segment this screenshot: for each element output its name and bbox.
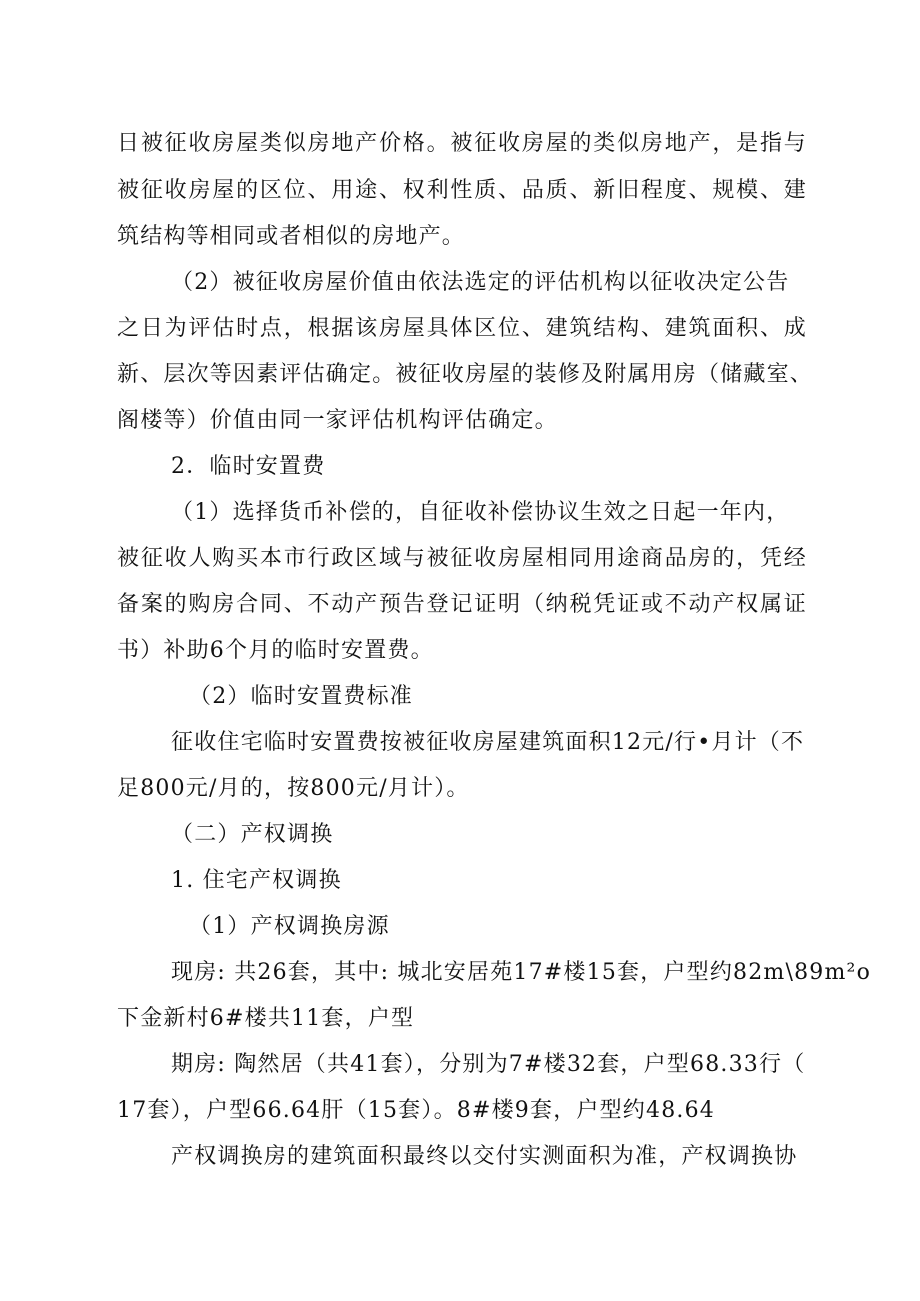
body-text-line: 现房: 共26套，其中: 城北安居苑17#楼15套，户型约82m\89m²o	[171, 960, 872, 985]
body-text-line: 书）补助6个月的临时安置费。	[117, 638, 434, 663]
body-text-line: 之日为评估时点，根据该房屋具体区位、建筑结构、建筑面积、成	[117, 316, 807, 341]
body-text-line: 新、层次等因素评估确定。被征收房屋的装修及附属用房（储藏室、	[117, 362, 814, 387]
body-text-line: 筑结构等相同或者相似的房地产。	[117, 224, 466, 249]
body-text-line: 征收住宅临时安置费按被征收房屋建筑面积12元/行•月计（不	[171, 730, 805, 755]
body-text-line: 被征收人购买本市行政区域与被征收房屋相同用途商品房的，凭经	[117, 546, 807, 571]
body-text-line: 阁楼等）价值由同一家评估机构评估确定。	[117, 408, 558, 433]
body-text-line: 被征收房屋的区位、用途、权利性质、品质、新旧程度、规模、建	[117, 178, 807, 203]
body-text-line: 足800元/月的，按800元/月计）。	[117, 776, 470, 801]
body-text-line: 备案的购房合同、不动产预告登记证明（纳税凭证或不动产权属证	[117, 592, 807, 617]
body-text-line: 17套），户型66.64肝（15套）。8#楼9套，户型约48.64	[117, 1098, 715, 1123]
body-text-line: （2）被征收房屋价值由依法选定的评估机构以征收决定公告	[171, 270, 790, 295]
subsection-heading: （2）临时安置费标准	[189, 684, 413, 709]
subsection-heading: （1）产权调换房源	[189, 914, 390, 939]
body-text-line: 下金新村6#楼共11套，户型	[117, 1006, 415, 1031]
body-text-line: 期房: 陶然居（共41套），分别为7#楼32套，户型68.33行（	[171, 1052, 806, 1077]
body-text-line: 产权调换房的建筑面积最终以交付实测面积为准，产权调换协	[171, 1144, 798, 1169]
section-heading: 1. 住宅产权调换	[171, 868, 342, 893]
section-heading: （二）产权调换	[171, 822, 334, 847]
section-heading: 2．临时安置费	[171, 454, 326, 479]
body-text-line: 日被征收房屋类似房地产价格。被征收房屋的类似房地产，是指与	[117, 131, 807, 156]
body-text-line: （1）选择货币补偿的，自征收补偿协议生效之日起一年内，	[171, 500, 790, 525]
